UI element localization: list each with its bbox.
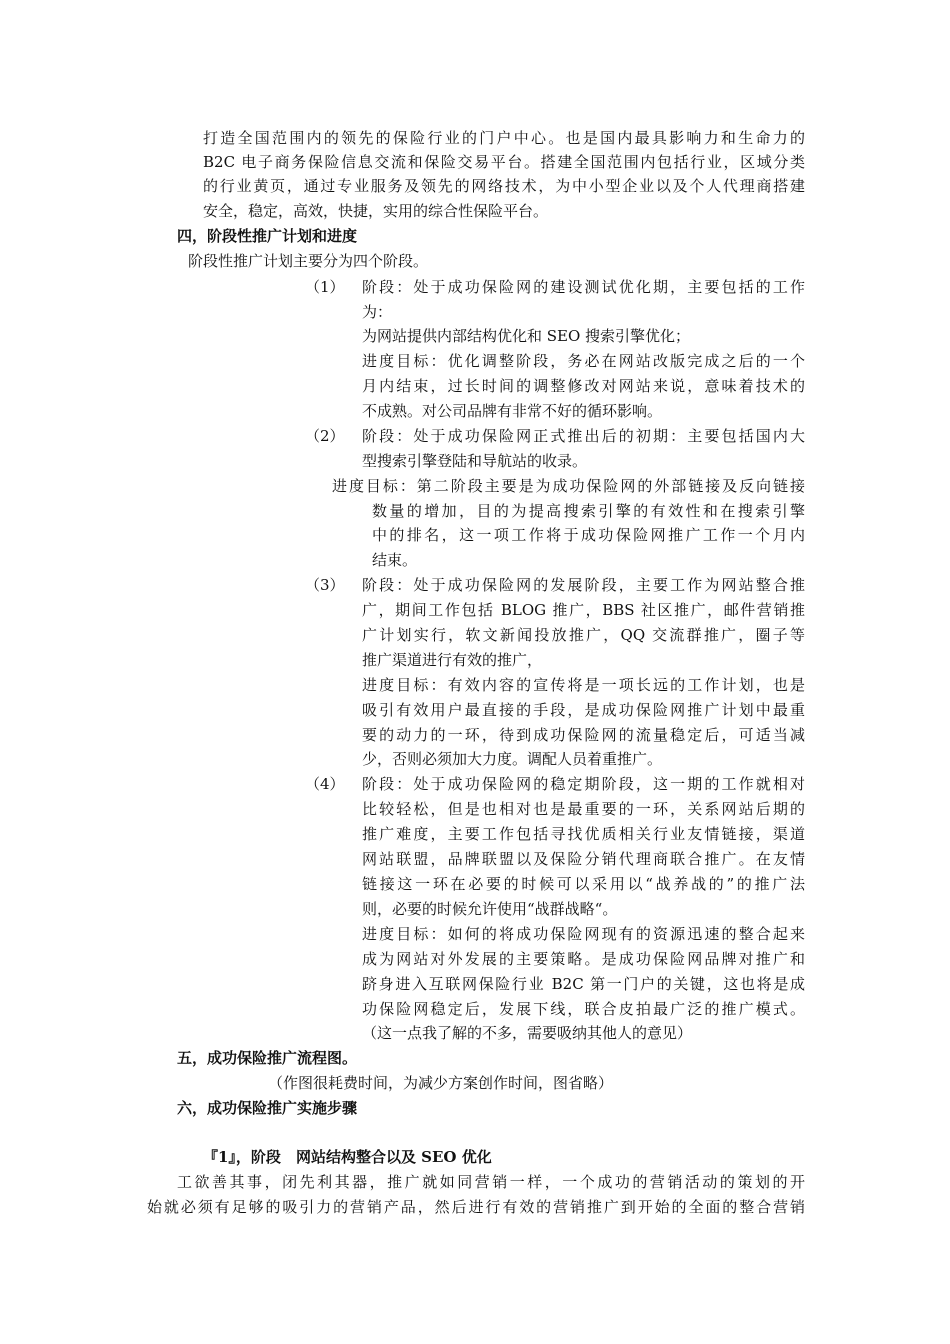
section-heading: 四，阶段性推广计划和进度 xyxy=(177,227,358,245)
stage-line: 结束。 xyxy=(372,551,418,569)
intro-line: 打造全国范围内的领先的保险行业的门户中心。也是国内最具影响力和生命力的 xyxy=(203,129,805,147)
body-line: 工欲善其事，闭先利其器，推广就如同营销一样，一个成功的营销活动的策划的开 xyxy=(177,1173,805,1191)
intro-line: 安全，稳定，高效，快捷，实用的综合性保险平台。 xyxy=(203,202,549,220)
stage-line: 广，期间工作包括 BLOG 推广，BBS 社区推广，邮件营销推 xyxy=(362,601,805,619)
stage-line: 少，否则必须加大力度。调配人员着重推广。 xyxy=(362,750,663,768)
stage-line: 数量的增加，目的为提高搜索引擎的有效性和在搜索引擎 xyxy=(372,502,805,520)
stage-line: 阶段：处于成功保险网的建设测试优化期，主要包括的工作 xyxy=(362,278,805,296)
stage-line: 阶段：处于成功保险网的稳定期阶段，这一期的工作就相对 xyxy=(362,775,805,793)
stage-line: 进度目标：有效内容的宣传将是一项长远的工作计划，也是 xyxy=(362,676,805,694)
section-heading: 五，成功保险推广流程图。 xyxy=(177,1049,358,1067)
stage-line: 为： xyxy=(362,303,393,321)
stage-line: 进度目标：第二阶段主要是为成功保险网的外部链接及反向链接 xyxy=(332,477,805,495)
stage-line: 型搜索引擎登陆和导航站的收录。 xyxy=(362,452,588,470)
stage-line: 进度目标：优化调整阶段，务必在网站改版完成之后的一个 xyxy=(362,352,805,370)
stage-line: 网站联盟，品牌联盟以及保险分销代理商联合推广。在友情 xyxy=(362,850,805,868)
stage-line: 跻身进入互联网保险行业 B2C 第一门户的关键，这也将是成 xyxy=(362,975,805,993)
stage-line: 月内结束，过长时间的调整修改对网站来说，意味着技术的 xyxy=(362,377,805,395)
stage-number: （3） xyxy=(305,576,345,594)
stage-line: 成为网站对外发展的主要策略。是成功保险网品牌对推广和 xyxy=(362,950,805,968)
stage-line: 推广渠道进行有效的推广， xyxy=(362,651,543,669)
body-line: 始就必须有足够的吸引力的营销产品，然后进行有效的营销推广到开始的全面的整合营销 xyxy=(147,1198,805,1216)
section-note: （作图很耗费时间，为减少方案创作时间，图省略） xyxy=(268,1074,614,1092)
stage-line: 比较轻松，但是也相对也是最重要的一环，关系网站后期的 xyxy=(362,800,805,818)
stage-number: （1） xyxy=(305,278,345,296)
stage-line: 不成熟。对公司品牌有非常不好的循环影响。 xyxy=(362,402,663,420)
stage-number: （4） xyxy=(305,775,345,793)
stage-line: 阶段：处于成功保险网正式推出后的初期：主要包括国内大 xyxy=(362,427,805,445)
intro-line: 的行业黄页，通过专业服务及领先的网络技术，为中小型企业以及个人代理商搭建 xyxy=(203,177,805,195)
stage-line: 进度目标：如何的将成功保险网现有的资源迅速的整合起来 xyxy=(362,925,805,943)
stage-line: （这一点我了解的不多，需要吸纳其他人的意见） xyxy=(362,1024,693,1042)
section-heading: 六，成功保险推广实施步骤 xyxy=(177,1099,358,1117)
stage-line: 推广难度，主要工作包括寻找优质相关行业友情链接，渠道 xyxy=(362,825,805,843)
stage-line: 中的排名，这一项工作将于成功保险网推广工作一个月内 xyxy=(372,526,805,544)
stage-line: 要的动力的一环，待到成功保险网的流量稳定后，可适当减 xyxy=(362,726,805,744)
stage-number: （2） xyxy=(305,427,345,445)
stage-line: 则，必要的时候允许使用“战群战略“。 xyxy=(362,900,618,918)
stage-line: 链接这一环在必要的时候可以采用以“战养战的”的推广法 xyxy=(362,875,805,893)
intro-line: B2C 电子商务保险信息交流和保险交易平台。搭建全国范围内包括行业，区域分类 xyxy=(203,153,805,171)
stage-line: 广计划实行，软文新闻投放推广，QQ 交流群推广，圈子等 xyxy=(362,626,805,644)
stage-line: 功保险网稳定后，发展下线，联合皮拍最广泛的推广模式。 xyxy=(362,1000,805,1018)
stage-line: 阶段：处于成功保险网的发展阶段，主要工作为网站整合推 xyxy=(362,576,805,594)
stage-line: 为网站提供内部结构优化和 SEO 搜索引擎优化； xyxy=(362,327,691,345)
section-summary: 阶段性推广计划主要分为四个阶段。 xyxy=(188,252,429,270)
sub-heading: 『1』，阶段 网站结构整合以及 SEO 优化 xyxy=(203,1148,492,1166)
stage-line: 吸引有效用户最直接的手段，是成功保险网推广计划中最重 xyxy=(362,701,805,719)
